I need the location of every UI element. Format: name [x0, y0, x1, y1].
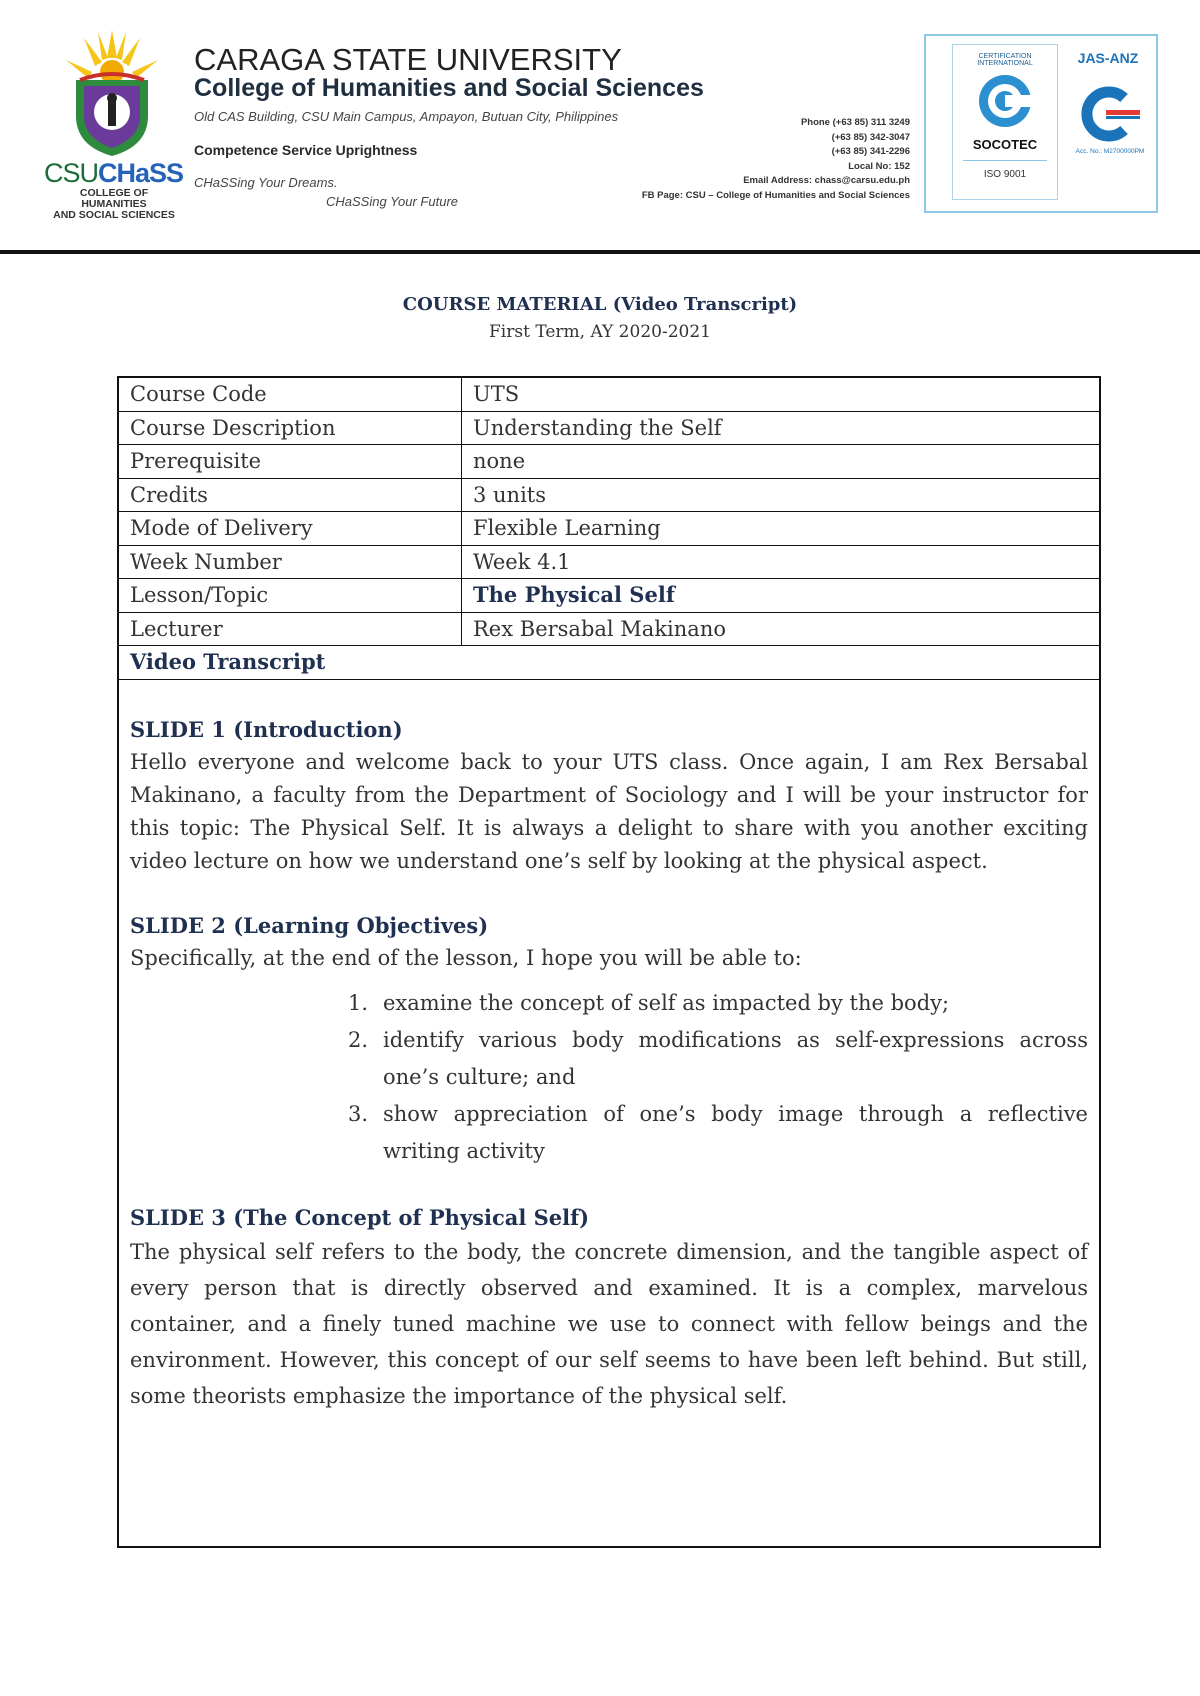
email-address: Email Address: chass@carsu.edu.ph: [743, 175, 910, 186]
slide-2-intro: Specifically, at the end of the lesson, I hope you will be able to:: [130, 945, 802, 970]
row-label: Lesson/Topic: [119, 579, 462, 612]
table-row: [119, 378, 1099, 412]
table-row: [119, 479, 1099, 513]
certification-box: [924, 34, 1158, 213]
table-row: [119, 546, 1099, 580]
slide-2-title: SLIDE 2 (Learning Objectives): [130, 912, 489, 938]
row-label: Credits: [119, 479, 462, 512]
jas-anz-logo-icon: [1072, 84, 1144, 144]
socotec-badge: [952, 44, 1058, 200]
table-row: [119, 512, 1099, 546]
seal-emblem-icon: [62, 28, 162, 158]
objectives-list: [130, 985, 1088, 1170]
jas-anz-label: JAS-ANZ: [1077, 50, 1139, 66]
row-label: Lecturer: [119, 613, 462, 646]
document-term: First Term, AY 2020-2021: [489, 322, 711, 342]
socotec-logo-icon: [975, 71, 1035, 131]
slide-1-text: Hello everyone and welcome back to your UTS class. Once again, I am Rex Bersabal Makinano, a faculty from the Department of Sociology and I will be your instructor for this topic: The Physical Self. It is always a delight to share with you another exciting video lecture on how we understand one’s self by looking at the physical aspect.: [130, 749, 1088, 873]
fb-page: FB Page: CSU – College of Humanities and Social Sciences: [641, 189, 910, 201]
tagline-dreams: CHaSSing Your Dreams.: [194, 175, 338, 190]
phone-line-2: (+63 85) 342-3047: [831, 131, 910, 143]
college-address: Old CAS Building, CSU Main Campus, Ampayon, Butuan City, Philippines: [194, 109, 619, 124]
iso-label: ISO 9001: [983, 169, 1027, 180]
transcript-body: [119, 680, 1099, 1546]
logo-subtitle: COLLEGE OF HUMANITIES AND SOCIAL SCIENCES: [53, 187, 175, 221]
motto: Competence Service Uprightness: [194, 142, 418, 158]
logo-wordmark: CSUCHaSS: [44, 158, 184, 188]
slide-1-title: SLIDE 1 (Introduction): [130, 716, 403, 742]
row-value: Week 4.1: [473, 549, 571, 574]
university-name: CARAGA STATE UNIVERSITY: [194, 42, 622, 77]
csu-chass-logo: [44, 28, 184, 221]
row-value: Understanding the Self: [473, 415, 722, 440]
row-value: Flexible Learning: [473, 516, 661, 540]
list-item: 1. examine the concept of self as impacted by the body;: [348, 990, 950, 1015]
cert-divider: [963, 160, 1047, 161]
slide-3-text: The physical self refers to the body, the concrete dimension, and the tangible aspect of every person that is directly observed and examined. It is a complex, marvelous container, and a finely tuned machine we use to connect with fellow beings and the environment. However, this concept of our self seems to have been left behind. But still, some theorists emphasize the importance of the physical self.: [130, 1239, 1088, 1408]
slide-3-title: SLIDE 3 (The Concept of Physical Self): [130, 1204, 590, 1230]
row-value-topic: The Physical Self: [473, 582, 675, 607]
header-divider: [0, 250, 1200, 254]
letterhead: [0, 0, 1200, 250]
college-name: College of Humanities and Social Sciences: [194, 74, 704, 102]
phone-line-1: Phone (+63 85) 311 3249: [800, 117, 910, 128]
list-item: 2. identify various body modifications as self-expressions across one’s culture; and: [348, 1027, 1088, 1089]
row-label: Prerequisite: [119, 445, 462, 478]
cert-ring-text: CERTIFICATION INTERNATIONAL: [977, 53, 1033, 67]
row-value: UTS: [473, 382, 520, 406]
row-label: Course Code: [119, 378, 462, 411]
tagline-future: CHaSSing Your Future: [326, 194, 458, 209]
list-item: 3. show appreciation of one’s body image through a reflective writing activity: [348, 1101, 1088, 1163]
row-value: Rex Bersabal Makinano: [473, 616, 726, 641]
course-info-table: [117, 376, 1101, 1548]
row-value: 3 units: [473, 482, 547, 507]
row-label: Week Number: [119, 546, 462, 579]
transcript-heading: Video Transcript: [119, 646, 1099, 680]
table-row: [119, 579, 1099, 613]
local-number: Local No: 152: [848, 160, 910, 172]
table-row: [119, 445, 1099, 479]
row-value: none: [473, 449, 526, 473]
row-label: Course Description: [119, 412, 462, 445]
phone-line-3: (+63 85) 341-2296: [831, 146, 910, 157]
document-title: COURSE MATERIAL (Video Transcript): [402, 294, 798, 315]
table-row: [119, 613, 1099, 647]
contact-block: [580, 116, 910, 203]
socotec-label: SOCOTEC: [972, 137, 1038, 152]
table-row: [119, 412, 1099, 446]
jas-accreditation-number: Acc. No.: M2700000PM: [1075, 148, 1145, 155]
row-label: Mode of Delivery: [119, 512, 462, 545]
